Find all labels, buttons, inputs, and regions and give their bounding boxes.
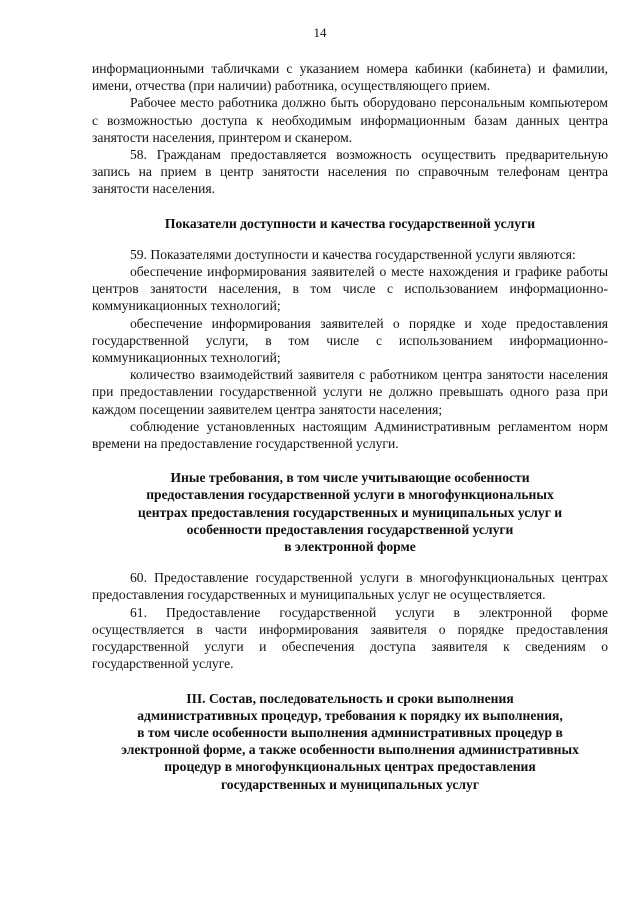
- heading-line: предоставления государственной услуги в многофункциональных: [146, 487, 554, 503]
- heading-line: электронной форме, а также особенности выполнения административных: [121, 742, 579, 758]
- page-number: 14: [313, 25, 327, 40]
- heading-other-requirements: [92, 469, 608, 555]
- paragraph-workplace: Рабочее место работника должно быть оборудовано персональным компьютером с возможностью доступа к необходимым информационным базам данных центра занятости населения, принтером и сканером.: [92, 95, 608, 145]
- heading-indicators: Показатели доступности и качества государственной услуги: [164, 215, 536, 231]
- list-item: количество взаимодействий заявителя с работником центра занятости населения при предоставлении государственной услуги не должно превышать одного раза при каждом посещении заявителем центра занятости населения;: [92, 367, 608, 417]
- paragraph-60: 60. Предоставление государственной услуги в многофункциональных центрах предоставления государственных и муниципальных услуг не осуществляется.: [92, 570, 608, 603]
- list-item: обеспечение информирования заявителей о порядке и ходе предоставления государственной услуги, в том числе с использованием информационно-коммуникационных технологий;: [92, 315, 608, 366]
- heading-line: III. Состав, последовательность и сроки выполнения: [186, 690, 514, 706]
- heading-line: Иные требования, в том числе учитывающие особенности: [170, 470, 530, 486]
- page-content: [92, 60, 608, 793]
- paragraph-58: 58. Гражданам предоставляется возможность осуществить предварительную запись на прием в центр занятости населения по справочным телефонам центра занятости населения.: [92, 147, 608, 197]
- paragraph-intro: информационными табличками с указанием номера кабинки (кабинета) и фамилии, имени, отчества (при наличии) работника, осуществляющего прием.: [92, 61, 608, 94]
- heading-line: в электронной форме: [284, 539, 416, 555]
- heading-line: административных процедур, требования к порядку их выполнения,: [137, 707, 563, 723]
- paragraph-59: 59. Показателями доступности и качества государственной услуги являются:: [130, 246, 576, 262]
- heading-line: особенности предоставления государственной услуги: [186, 521, 514, 537]
- paragraph-61: 61. Предоставление государственной услуги в электронной форме осуществляется в части информирования заявителя о порядке предоставления государственной услуги и обеспечения доступа заявителя к сведениям о государственной услуге.: [92, 604, 608, 672]
- heading-section-3: [92, 690, 608, 793]
- list-item: соблюдение установленных настоящим Административным регламентом норм времени на предоставление государственной услуги.: [92, 418, 608, 452]
- heading-line: в том числе особенности выполнения административных процедур в: [137, 724, 563, 740]
- heading-line: государственных и муниципальных услуг: [220, 776, 480, 792]
- list-item: обеспечение информирования заявителей о месте нахождения и графике работы центров занятости населения, в том числе с использованием информационно-коммуникационных технологий;: [92, 264, 608, 314]
- heading-line: процедур в многофункциональных центрах предоставления: [164, 759, 536, 775]
- heading-line: центрах предоставления государственных и муниципальных услуг и: [137, 504, 563, 520]
